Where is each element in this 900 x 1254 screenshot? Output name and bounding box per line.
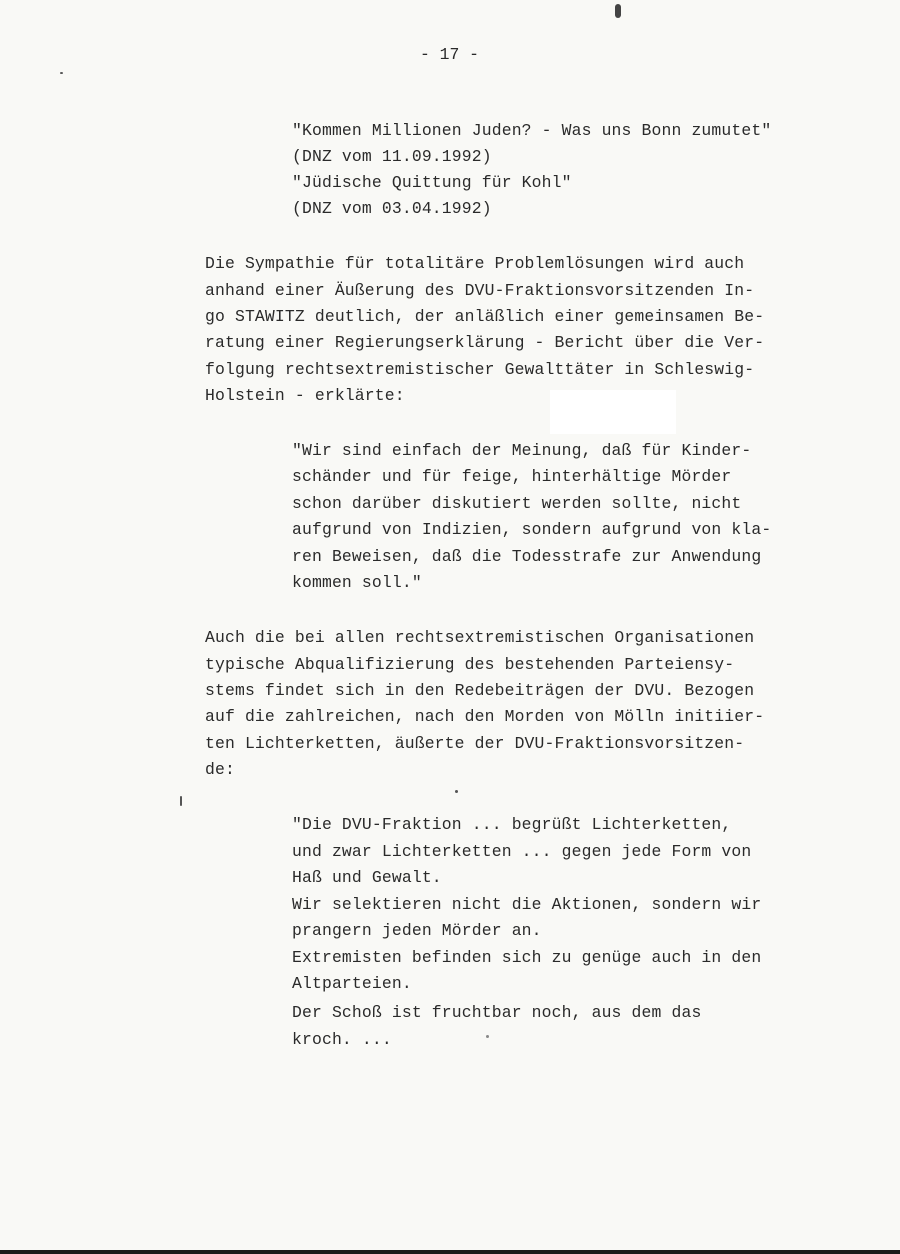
scan-artifact — [615, 4, 621, 18]
scan-speck — [60, 72, 63, 74]
paragraph-line: anhand einer Äußerung des DVU-Fraktionsvorsitzenden In- — [205, 281, 755, 300]
scan-speck — [455, 790, 458, 793]
paragraph-line: Auch die bei allen rechtsextremistischen Organisationen — [205, 628, 755, 647]
quote-line: schänder und für feige, hinterhältige Mörder — [292, 467, 732, 486]
quote-line: Altparteien. — [292, 974, 412, 993]
paragraph-line: Die Sympathie für totalitäre Problemlösungen wird auch — [205, 254, 745, 273]
citation-title-2: "Jüdische Quittung für Kohl" — [292, 173, 572, 192]
quote-line: kommen soll." — [292, 573, 422, 592]
paragraph-line: Holstein - erklärte: — [205, 386, 405, 405]
paragraph-line: ten Lichterketten, äußerte der DVU-Fraktionsvorsitzen- — [205, 734, 745, 753]
paragraph-line: ratung einer Regierungserklärung - Bericht über die Ver- — [205, 333, 765, 352]
paragraph-line: typische Abqualifizierung des bestehenden Parteiensy- — [205, 655, 735, 674]
quote-line: ren Beweisen, daß die Todesstrafe zur Anwendung — [292, 547, 762, 566]
quote-line: prangern jeden Mörder an. — [292, 921, 542, 940]
correction-patch — [550, 390, 676, 434]
quote-line: Der Schoß ist fruchtbar noch, aus dem das — [292, 1003, 702, 1022]
quote-line: "Wir sind einfach der Meinung, daß für Kinder- — [292, 441, 752, 460]
paragraph-line: stems findet sich in den Redebeiträgen der DVU. Bezogen — [205, 681, 755, 700]
citation-title-1: "Kommen Millionen Juden? - Was uns Bonn zumutet" — [292, 121, 772, 140]
paragraph-line: de: — [205, 760, 235, 779]
paragraph-line: go STAWITZ deutlich, der anläßlich einer gemeinsamen Be- — [205, 307, 765, 326]
paragraph-line: folgung rechtsextremistischer Gewalttäter in Schleswig- — [205, 360, 755, 379]
paragraph-line: auf die zahlreichen, nach den Morden von Mölln initiier- — [205, 707, 765, 726]
scan-speck — [486, 1035, 489, 1038]
quote-line: Haß und Gewalt. — [292, 868, 442, 887]
citation-source-1: (DNZ vom 11.09.1992) — [292, 147, 492, 166]
quote-line: Wir selektieren nicht die Aktionen, sondern wir — [292, 895, 762, 914]
quote-line: kroch. ... — [292, 1030, 392, 1049]
quote-line: aufgrund von Indizien, sondern aufgrund von kla- — [292, 520, 772, 539]
quote-line: und zwar Lichterketten ... gegen jede Form von — [292, 842, 752, 861]
scan-speck — [180, 796, 182, 806]
page-number: - 17 - — [420, 45, 480, 64]
quote-line: schon darüber diskutiert werden sollte, nicht — [292, 494, 742, 513]
scan-bottom-edge — [0, 1250, 900, 1254]
quote-line: "Die DVU-Fraktion ... begrüßt Lichterketten, — [292, 815, 732, 834]
citation-source-2: (DNZ vom 03.04.1992) — [292, 199, 492, 218]
quote-line: Extremisten befinden sich zu genüge auch in den — [292, 948, 762, 967]
